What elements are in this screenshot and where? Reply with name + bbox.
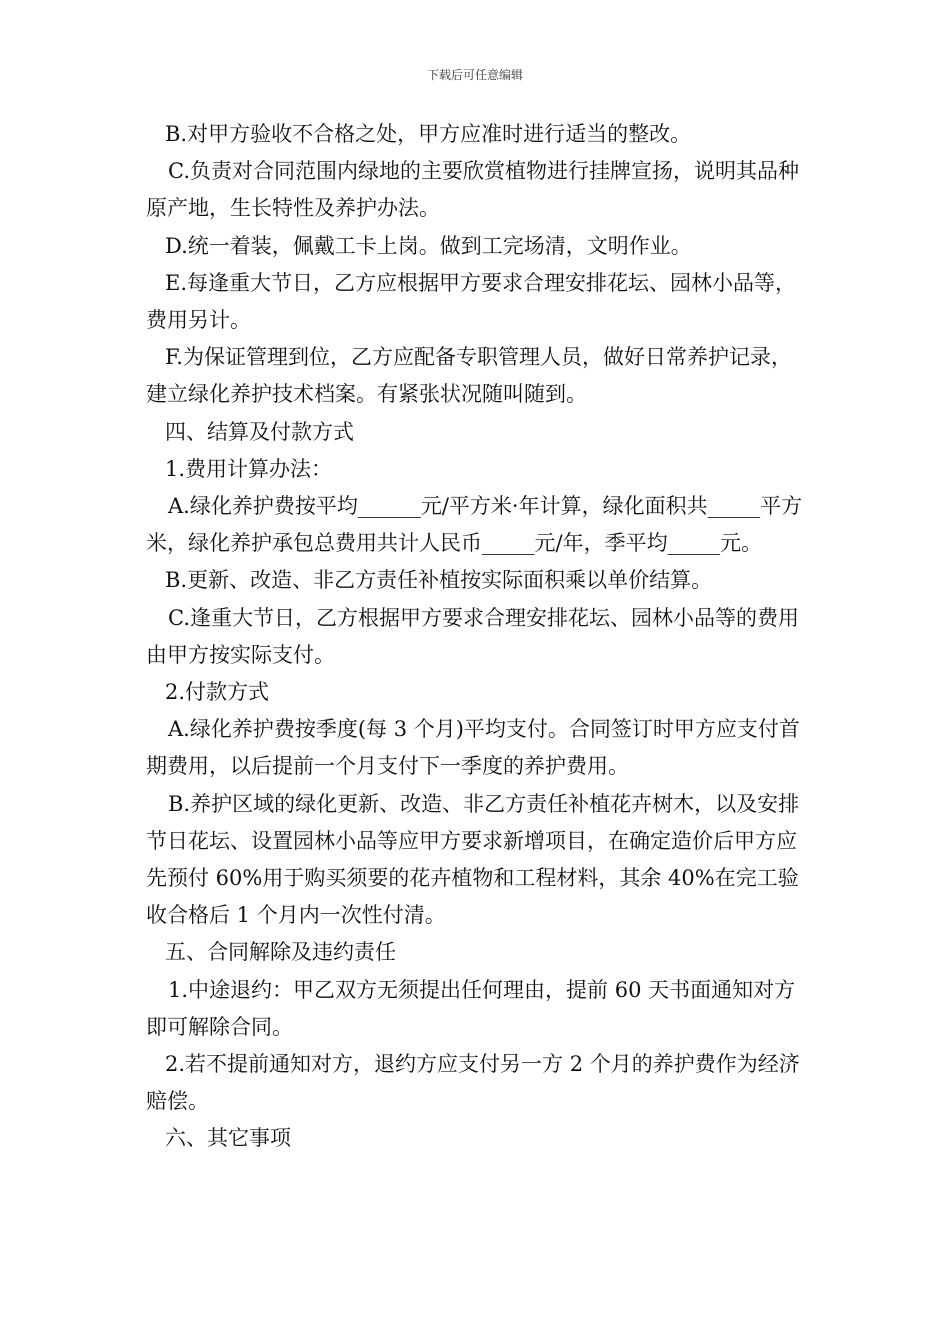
clause-1-early-termination: 1.中途退约：甲乙双方无须提出任何理由，提前 60 天书面通知对方即可解除合同。 (146, 977, 796, 1039)
section-heading-settlement: 四、结算及付款方式 (165, 419, 354, 444)
clause-a-fee-rate: A.绿化养护费按平均______元/平方米·年计算，绿化面积共_____平方米，绿化养护承包总费用共计人民币_____元/年，季平均_____元。 (146, 494, 803, 556)
section-heading-other: 六、其它事项 (165, 1126, 291, 1151)
clause-a-quarterly-payment: A.绿化养护费按季度(每 3 个月)平均支付。合同签订时甲方应支付首期费用，以后提前一个月支付下一季度的养护费用。 (146, 717, 800, 779)
clause-c-plant-labeling: C.负责对合同范围内绿地的主要欣赏植物进行挂牌宣扬，说明其品种原产地，生长特性及养护办法。 (146, 159, 799, 221)
clause-c-holiday-fees: C.逢重大节日，乙方根据甲方要求合理安排花坛、园林小品等的费用由甲方按实际支付。 (146, 605, 799, 667)
clause-f-management: F.为保证管理到位，乙方应配备专职管理人员，做好日常养护记录，建立绿化养护技术档案。有紧张状况随叫随到。 (146, 345, 792, 407)
clause-b-additional-items: B.养护区域的绿化更新、改造、非乙方责任补植花卉树木，以及安排节日花坛、设置园林小品等应甲方要求新增项目，在确定造价后甲方应先预付 60%用于购买须要的花卉植物和工程材料，其余 40%在完工验收合格后 1 个月内一次性付清。 (146, 791, 800, 928)
page-header: 下载后可任意编辑 (426, 68, 523, 82)
subheading-fee-calculation: 1.费用计算办法： (165, 456, 333, 481)
clause-2-compensation: 2.若不提前通知对方，退约方应支付另一方 2 个月的养护费作为经济赔偿。 (146, 1052, 800, 1114)
section-heading-termination: 五、合同解除及违约责任 (165, 940, 396, 965)
clause-d-uniform: D.统一着装，佩戴工卡上岗。做到工完场清，文明作业。 (165, 233, 692, 258)
document-body (146, 116, 808, 1158)
subheading-payment-method: 2.付款方式 (165, 680, 270, 705)
clause-b-rectification: B.对甲方验收不合格之处，甲方应准时进行适当的整改。 (165, 122, 692, 146)
clause-b-replanting: B.更新、改造、非乙方责任补植按实际面积乘以单价结算。 (165, 568, 713, 593)
clause-e-holidays: E.每逢重大节日，乙方应根据甲方要求合理安排花坛、园林小品等，费用另计。 (146, 270, 797, 333)
